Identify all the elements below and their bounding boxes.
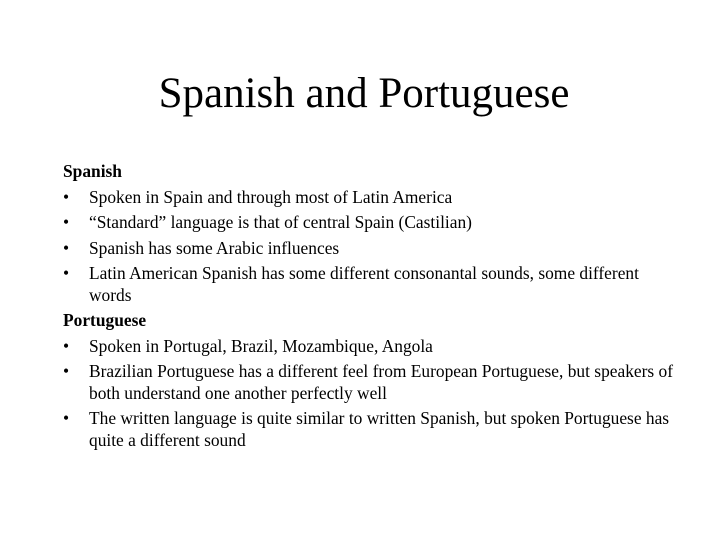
bullet-text: Spanish has some Arabic influences [89,237,340,258]
slide-content [63,161,683,455]
bullet-item [63,361,683,404]
slide-title: Spanish and Portuguese [158,70,570,117]
bullet-icon: • [63,361,70,381]
bullet-icon: • [63,263,70,283]
bullet-item [63,238,683,260]
bullet-text: Brazilian Portuguese has a different feel from European Portuguese, but speakers of both understand one another perfectly well [89,361,674,403]
bullet-text: Spoken in Spain and through most of Latin America [89,186,453,207]
section-heading-spanish: Spanish [63,161,122,181]
bullet-text: Latin American Spanish has some different consonantal sounds, some different words [89,263,639,305]
bullet-icon: • [63,237,70,258]
section-spanish [63,161,683,306]
section-heading-portuguese: Portuguese [63,310,147,330]
bullet-text: The written language is quite similar to written Spanish, but spoken Portuguese has quite a different sound [89,408,670,450]
bullet-icon: • [63,408,70,428]
bullet-item [63,263,683,306]
bullet-icon: • [63,335,70,356]
bullet-item [63,212,683,234]
bullet-item [63,408,683,451]
bullet-icon: • [63,186,70,207]
bullet-item [63,187,683,209]
bullet-text: Spoken in Portugal, Brazil, Mozambique, Angola [89,335,433,356]
bullet-item [63,336,683,358]
bullet-icon: • [63,212,70,232]
bullet-text: “Standard” language is that of central Spain (Castilian) [89,212,472,232]
section-portuguese [63,310,683,451]
